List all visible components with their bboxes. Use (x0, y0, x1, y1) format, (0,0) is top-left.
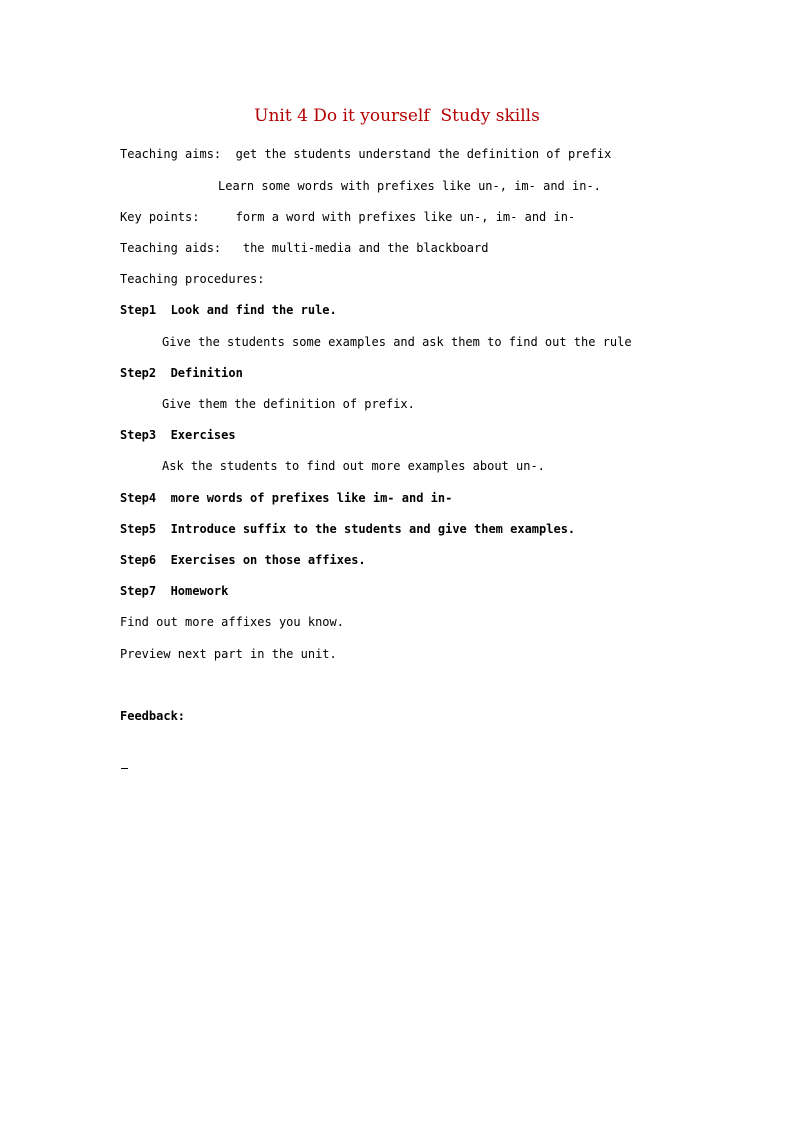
teaching-aims-row (120, 146, 611, 162)
homework-line-1: Find out more affixes you know. (120, 615, 344, 629)
step3-heading: Step3 Exercises (120, 428, 236, 442)
step7-heading: Step7 Homework (120, 584, 229, 598)
step2-heading: Step2 Definition (120, 366, 243, 380)
step3-detail: Ask the students to find out more examples about un-. (162, 459, 545, 473)
step5-heading: Step5 Introduce suffix to the students and give them examples. (120, 522, 576, 536)
step1-heading: Step1 Look and find the rule. (120, 303, 337, 317)
text-cursor-mark (121, 768, 128, 769)
key-points-label: Key points: (120, 210, 200, 224)
teaching-aids-label: Teaching aids: (120, 241, 222, 255)
document-title: Unit 4 Do it yourself Study skills (254, 106, 540, 126)
teaching-aids-row (120, 240, 488, 256)
teaching-aims-text-1: get the students understand the definition of prefix (235, 147, 612, 161)
step4-heading: Step4 more words of prefixes like im- and in- (120, 491, 453, 505)
key-points-text: form a word with prefixes like un-, im- and in- (235, 210, 576, 224)
teaching-aims-label: Teaching aims: (120, 147, 222, 161)
step6-heading: Step6 Exercises on those affixes. (120, 553, 366, 567)
homework-line-2: Preview next part in the unit. (120, 647, 337, 661)
teaching-aims-text-2: Learn some words with prefixes like un-, im- and in-. (218, 179, 601, 193)
step1-detail: Give the students some examples and ask them to find out the rule (162, 335, 632, 349)
teaching-aids-text: the multi-media and the blackboard (242, 241, 489, 255)
procedures-label: Teaching procedures: (120, 272, 265, 286)
step2-detail: Give them the definition of prefix. (162, 397, 415, 411)
feedback-label: Feedback: (120, 709, 186, 723)
key-points-row (120, 209, 575, 225)
